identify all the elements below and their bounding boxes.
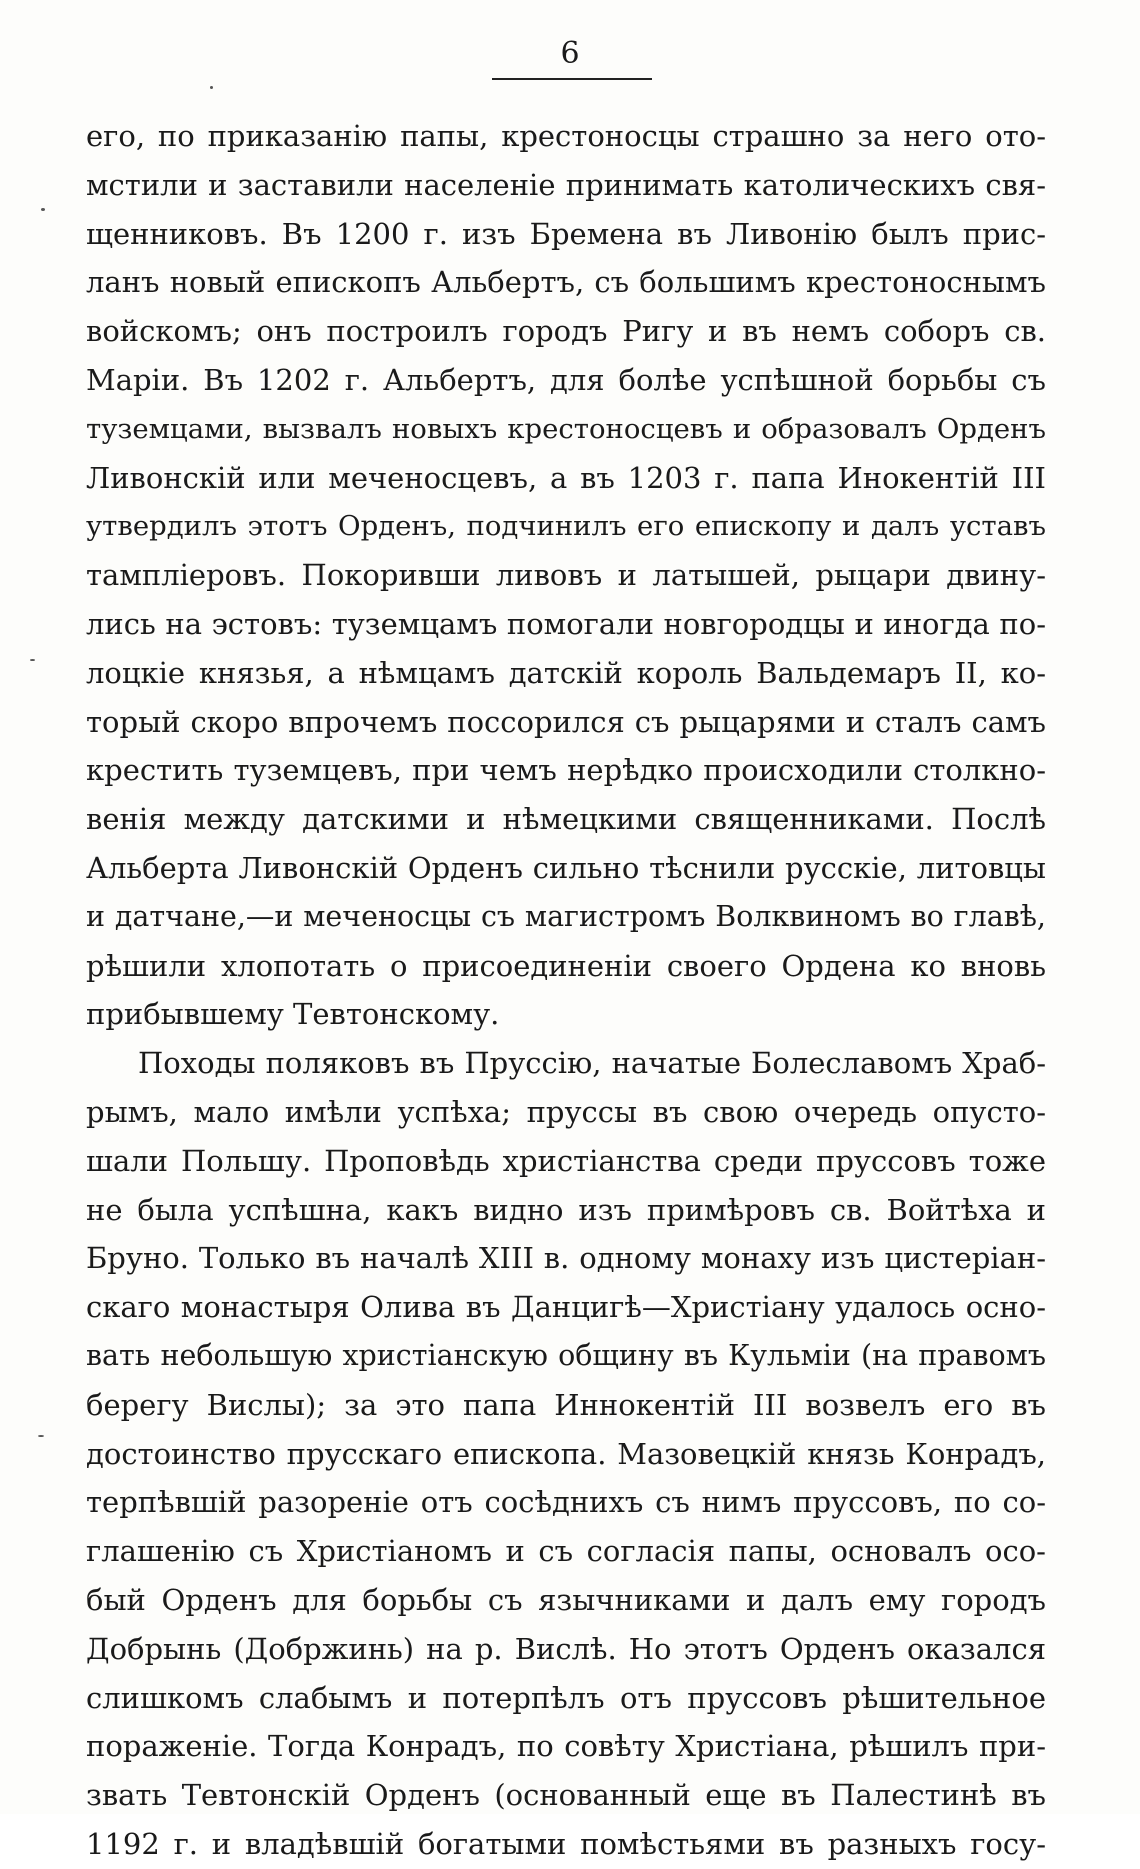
text-line: шали Польшу. Проповѣдь христіанства среди пруссовъ тоже	[86, 1143, 1046, 1178]
scan-speck	[30, 659, 35, 661]
text-line: вать небольшую христіанскую общину въ Кульміи (на правомъ	[86, 1338, 1046, 1372]
text-line: скаго монастыря Олива въ Данцигѣ—Христіану удалось осно-	[86, 1290, 1046, 1325]
text-line: Походы поляковъ въ Пруссію, начатые Болеславомъ Храб-	[138, 1046, 1046, 1081]
text-line: его, по приказанію папы, крестоносцы страшно за него ото-	[86, 119, 1046, 153]
text-line: Ливонскій или меченосцевъ, а въ 1203 г. папа Инокентій III	[86, 460, 1046, 495]
text-line: мстили и заставили населеніе принимать католическихъ свя-	[86, 167, 1046, 202]
paragraph	[86, 1039, 1046, 1869]
text-line: бый Орденъ для борьбы съ язычниками и далъ ему городъ	[86, 1582, 1046, 1617]
text-line: утвердилъ этотъ Орденъ, подчинилъ его епископу и далъ уставъ	[86, 510, 1046, 543]
page-number-rule	[492, 78, 652, 80]
paragraph	[86, 112, 1046, 1039]
text-line: Добрынь (Добржинь) на р. Вислѣ. Но этотъ Орденъ оказался	[86, 1631, 1046, 1666]
text-line: слишкомъ слабымъ и потерпѣлъ отъ пруссовъ рѣшительное	[86, 1680, 1046, 1715]
text-line: щенниковъ. Въ 1200 г. изъ Бремена въ Ливонію былъ прис-	[86, 216, 1046, 251]
text-line: лись на эстовъ: туземцамъ помогали новгородцы и иногда по-	[86, 606, 1046, 641]
text-line: глашенію съ Христіаномъ и съ согласія папы, основалъ осо-	[86, 1534, 1046, 1569]
text-line: крестить туземцевъ, при чемъ нерѣдко происходили столкно-	[86, 753, 1046, 788]
text-line: достоинство прусскаго епископа. Мазовецкій князь Конрадъ,	[86, 1436, 1046, 1471]
text-line: берегу Вислы); за это папа Иннокентій III возвелъ его въ	[86, 1387, 1046, 1422]
text-line: пораженіе. Тогда Конрадъ, по совѣту Христіана, рѣшилъ при-	[86, 1729, 1046, 1764]
text-line: лоцкіе князья, а нѣмцамъ датскій король Вальдемаръ II, ко-	[86, 655, 1046, 690]
text-line: ланъ новый епископъ Альбертъ, съ большимъ крестоноснымъ	[86, 265, 1046, 300]
text-line: Альберта Ливонскій Орденъ сильно тѣснили русскіе, литовцы	[86, 850, 1046, 885]
text-line: и датчане,—и меченосцы съ магистромъ Волквиномъ во главѣ,	[86, 899, 1046, 933]
scan-speck	[210, 86, 213, 89]
text-line: не была успѣшна, какъ видно изъ примѣровъ св. Войтѣха и	[86, 1192, 1046, 1227]
text-line: Бруно. Только въ началѣ XIII в. одному монаху изъ цистеріан-	[86, 1241, 1046, 1276]
text-line: торый скоро впрочемъ поссорился съ рыцарями и сталъ самъ	[86, 704, 1046, 739]
text-line: терпѣвшій разореніе отъ сосѣднихъ съ нимъ пруссовъ, по со-	[86, 1485, 1046, 1520]
text-line: 1192 г. и владѣвшій богатыми помѣстьями въ разныхъ госу-	[86, 1826, 1046, 1861]
text-line: войскомъ; онъ построилъ городъ Ригу и въ немъ соборъ св.	[86, 314, 1046, 349]
body-text	[86, 112, 1046, 1869]
scan-speck	[38, 1435, 44, 1437]
text-line: туземцами, вызвалъ новыхъ крестоносцевъ и образовалъ Орденъ	[86, 412, 1046, 445]
text-line: рымъ, мало имѣли успѣха; пруссы въ свою очередь опусто-	[86, 1094, 1046, 1129]
text-line: Маріи. Въ 1202 г. Альбертъ, для болѣе успѣшной борьбы съ	[86, 362, 1046, 397]
text-line: рѣшили хлопотать о присоединеніи своего Ордена ко вновь	[86, 948, 1046, 983]
page-number: 6	[560, 36, 580, 71]
scan-speck	[41, 208, 45, 211]
text-line: венія между датскими и нѣмецкими священниками. Послѣ	[86, 802, 1046, 837]
text-line: прибывшему Тевтонскому.	[86, 997, 500, 1032]
text-line: тампліеровъ. Покоривши ливовъ и латышей, рыцари двину-	[86, 558, 1046, 593]
text-line: звать Тевтонскій Орденъ (основанный еще въ Палестинѣ въ	[86, 1778, 1046, 1813]
